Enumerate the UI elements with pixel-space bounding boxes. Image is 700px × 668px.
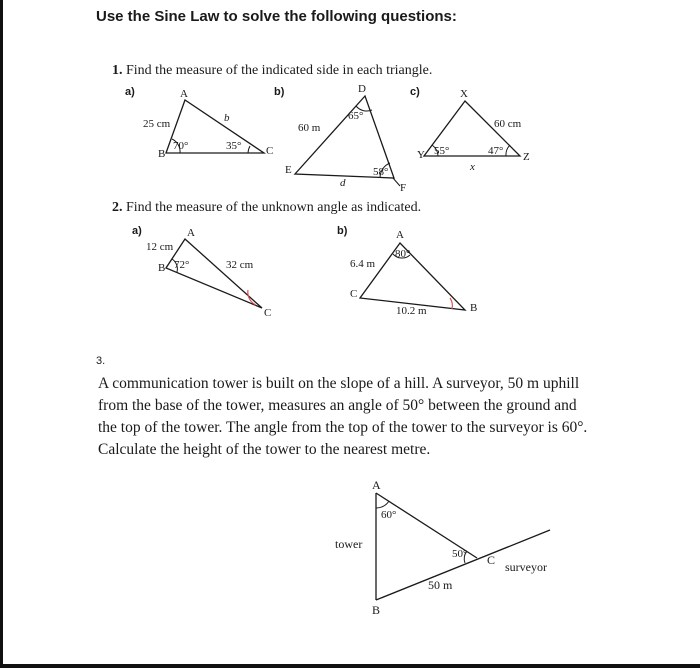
q2b-side-cb: 10.2 m: [396, 305, 427, 317]
q1b-vertex-d: D: [358, 83, 366, 95]
q3-distance: 50 m: [428, 578, 453, 592]
question-3-text: A communication tower is built on the slope of a hill. A surveyor, 50 m uphill from the base of the tower, measures an angle of 50° between the ground and the top of the tower. The angle from the top of the tower to the surveyor is 60°. Calculate the height of the tower to the nearest metre.: [98, 375, 588, 458]
q2a-vertex-c: C: [264, 307, 272, 319]
question-2-heading: [112, 200, 421, 216]
q2-part-a-label: a): [132, 225, 142, 237]
q3-vertex-c: C: [487, 553, 496, 567]
q3-tower-label: tower: [335, 537, 363, 551]
q2b-vertex-c: C: [350, 288, 358, 300]
q1c-angle-y: 55°: [434, 145, 450, 157]
q2b-vertex-a: A: [396, 229, 404, 241]
triangle-2a: [166, 239, 262, 308]
q3-vertex-a: A: [372, 478, 381, 492]
angle-arc-1c-z: [506, 145, 510, 156]
q2a-vertex-a: A: [187, 227, 195, 239]
q2b-angle-a: 80°: [395, 248, 411, 260]
q2b-vertex-b: B: [470, 302, 478, 314]
angle-arc-3-a: [376, 501, 389, 508]
angle-arc-1a-c: [248, 146, 250, 153]
q1a-unknown-side: b: [224, 112, 230, 124]
q1b-angle-d: 65°: [348, 110, 364, 122]
worksheet-title: Use the Sine Law to solve the following questions:: [96, 8, 457, 25]
question-3-number: 3.: [96, 355, 106, 367]
q1a-angle-b: 70°: [173, 140, 189, 152]
q1b-angle-f: 58°: [373, 166, 389, 178]
q2a-vertex-b: B: [158, 262, 166, 274]
q3-vertex-b: B: [372, 603, 381, 617]
question-2-text: Find the measure of the unknown angle as indicated.: [126, 200, 422, 215]
q2a-side-ac: 32 cm: [226, 259, 254, 271]
q1a-vertex-b: B: [158, 148, 166, 160]
q2a-angle-b: 72°: [174, 259, 190, 271]
q1c-vertex-x: X: [460, 88, 468, 100]
q1a-angle-c: 35°: [226, 140, 242, 152]
triangle-2b: [360, 243, 465, 310]
q1b-unknown-side: d: [340, 177, 346, 189]
q1a-vertex-c: C: [266, 145, 274, 157]
q3-surveyor-label: surveyor: [505, 560, 547, 574]
question-1-number: 1.: [112, 63, 123, 78]
q1a-vertex-a: A: [180, 88, 188, 100]
question-2-number: 2.: [112, 200, 123, 215]
q1b-vertex-f: F: [400, 182, 407, 194]
q3-angle-c: 50°: [452, 548, 468, 560]
q2b-side-ac: 6.4 m: [350, 258, 376, 270]
question-1-text: Find the measure of the indicated side in each triangle.: [126, 63, 433, 78]
q1b-vertex-e: E: [285, 164, 292, 176]
q1-part-a-label: a): [125, 86, 135, 98]
q1c-vertex-z: Z: [523, 151, 530, 163]
q1a-side-length: 25 cm: [143, 118, 171, 130]
q2-part-b-label: b): [337, 225, 348, 237]
q1c-side-length: 60 cm: [494, 118, 522, 130]
q1c-vertex-y: Y: [417, 149, 425, 161]
q1-part-b-label: b): [274, 86, 285, 98]
q1b-side-length: 60 m: [298, 122, 321, 134]
q1c-unknown-side: x: [470, 161, 475, 173]
arrow-1b-f: [393, 178, 400, 186]
q2a-side-ab: 12 cm: [146, 241, 174, 253]
q3-angle-a: 60°: [381, 509, 397, 521]
q1c-angle-z: 47°: [488, 145, 504, 157]
unknown-angle-marker-2b: [450, 298, 452, 309]
q1-part-c-label: c): [410, 86, 420, 98]
